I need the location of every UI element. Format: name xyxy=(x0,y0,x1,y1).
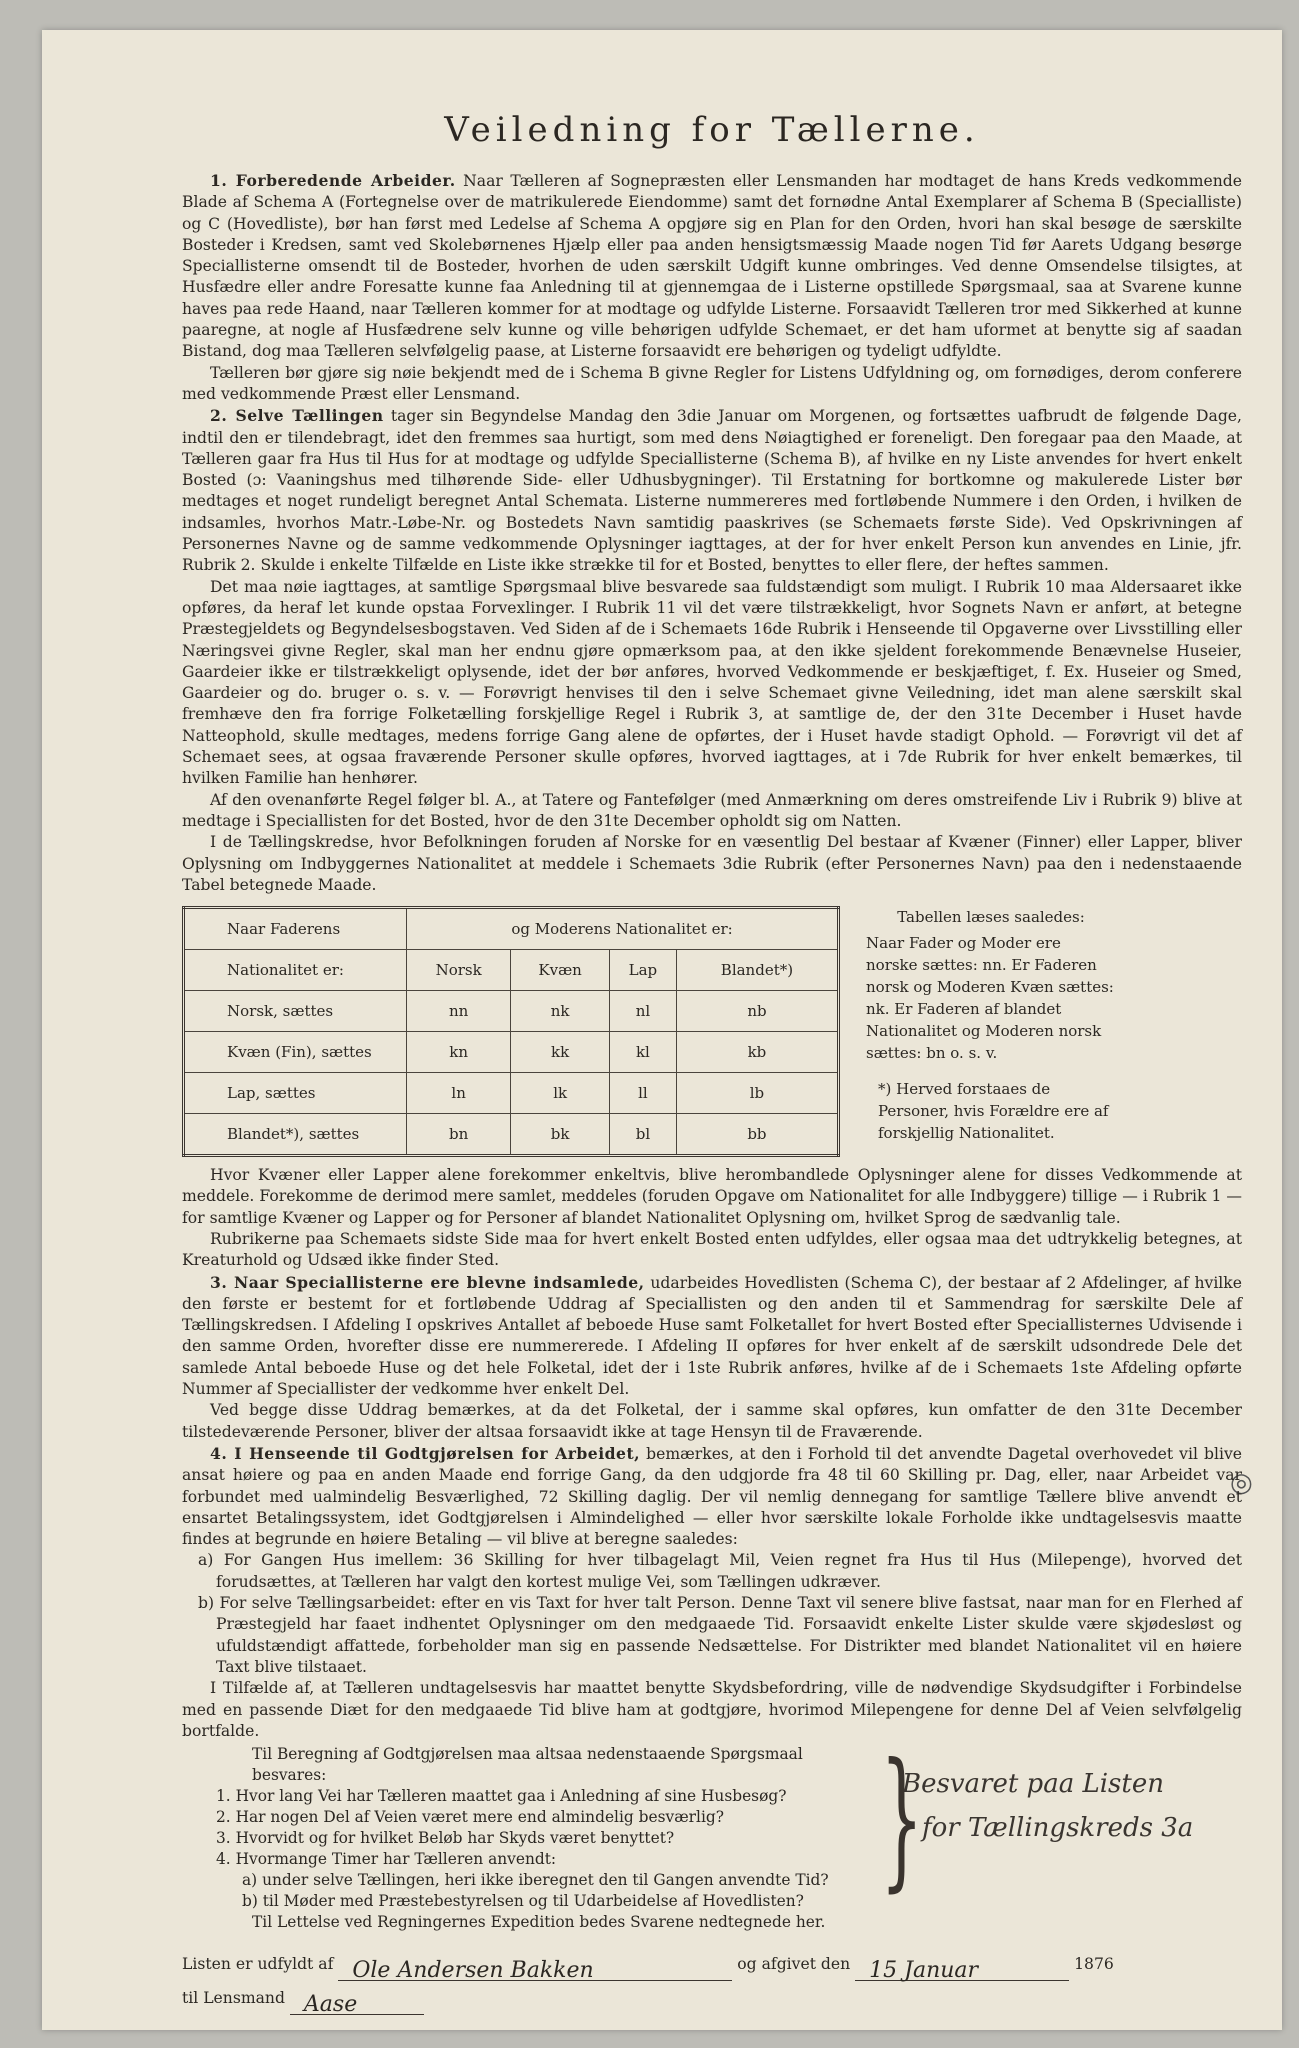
section-2-heading: 2. Selve Tællingen xyxy=(210,406,384,426)
question-item: 3. Hvorvidt og for hvilket Beløb har Skyds været benyttet? xyxy=(216,1829,675,1848)
table-cell: bb xyxy=(676,1114,838,1156)
section-2-intro: 2. Selve Tællingen tager sin Begyndelse Mandag den 3die Januar om Morgenen, og fortsættes uafbrudt de følgende Dage, indtil den er tilendebragt, idet den fremmes saa hurtigt, som med dens Nøiagtighed er foreneligt. Den foregaar paa den Maade, at Tælleren gaar fra Hus til Hus for at modtage og udfylde Speciallisterne (Schema B), af hvilke en ny Liste anvendes for hvert enkelt Bosted (ɔ: Vaaningshus med tilhørende Side- eller Udhusbygninger). Til Erstatning for bortkomne og makulerede Lister bør medtages et noget rundeligt beregnet Antal Schemata. Listerne nummereres med fortløbende Nummere i den Orden, i hvilken de indsamles, hvorhos Matr.-Løbe-Nr. og Bostedets Navn samtidig paaskrives (se Schemaets første Side). Ved Opskrivningen af Personernes Navne og de samme vedkommende Oplysninger iagttages, at der for hver enkelt Person kun anvendes en Linie, jfr. Rubrik 2. Skulde i enkelte Tilfælde en Liste ikke strække til for et Bosted, benyttes to eller flere, der heftes sammen. xyxy=(182,406,1242,575)
signature-footer xyxy=(182,1947,1242,2018)
document-page xyxy=(42,30,1282,2030)
lensmand-name: Aase xyxy=(290,1988,424,2015)
row-label: Blandet*), sættes xyxy=(184,1114,407,1156)
column-header: Kvæn xyxy=(511,950,610,991)
footer-label-lensmand: til Lensmand xyxy=(182,1989,285,2008)
footer-line-1 xyxy=(182,1947,1242,1984)
footer-label-filled-by: Listen er udfyldt af xyxy=(182,1955,334,1974)
section-4-item-b: b) For selve Tællingsarbeidet: efter en vis Taxt for hver talt Person. Denne Taxt vil senere blive fastsat, naar man for en Flerhed af Præstegjeld har faaet indhentet Oplysninger om den medgaaede Tid. Forsaavidt enkelte Lister skulde være skjødesløst og ufuldstændigt affattede, forbeholder man sig en passende Nedsættelse. For Distrikter med blandet Nationalitet vil en høiere Taxt blive tilstaaet. xyxy=(198,1594,1242,1676)
table-cell: lk xyxy=(511,1073,610,1114)
row-label: Norsk, sættes xyxy=(184,991,407,1032)
section-4-intro: 4. I Henseende til Godtgjørelsen for Arbeidet, bemærkes, at den i Forhold til det anvendte Dagetal overhovedet vil blive ansat høiere og paa en anden Maade end forrige Gang, da den udgjorde fra 48 til 60 Skilling pr. Dag, eller, naar Arbeidet var forbundet med ualmindelig Besværlighed, 72 Skilling daglig. Der vil nemlig dennegang for samtlige Tællere blive anvendt et ensartet Betalingssystem, idet Godtgjørelsen i Almindelighed — eller hvor særskilte lokale Forholde ikke undtagelsesvis maatte findes at begrunde en høiere Betaling — vil blive at beregne saaledes: xyxy=(182,1443,1242,1549)
section-1-heading: 1. Forberedende Arbeider. xyxy=(210,171,456,190)
nationality-table-block xyxy=(182,906,1242,1157)
section-2-paragraph-4: I de Tællingskredse, hvor Befolkningen foruden af Norske for en væsentlig Del bestaar af Kvæner (Finner) eller Lapper, bliver Oplysning om Indbyggernes Nationalitet at meddele i Schemaets 3die Rubrik (efter Personernes Navn) paa den i nedenstaaende Tabel betegnede Maade. xyxy=(182,833,1242,894)
table-explanation xyxy=(866,906,1116,1144)
instructions-sheet xyxy=(182,110,1242,2018)
footer-year: 1876 xyxy=(1074,1955,1114,1974)
table-cell: kn xyxy=(407,1032,511,1073)
filled-by-name: Ole Andersen Bakken xyxy=(338,1954,732,1981)
questions-outro: Til Lettelse ved Regningernes Expedition bedes Svarene nedtegnede her. xyxy=(252,1913,826,1932)
explanation-title: Tabellen læses saaledes: xyxy=(897,908,1085,927)
handwritten-answer xyxy=(902,1744,1193,1933)
section-4-item-a: a) For Gangen Hus imellem: 36 Skilling for hver tilbagelagt Mil, Veien regnet fra Hus til Hus (Milepenge), hvorved det forudsættes, at Tælleren har valgt den kortest mulige Vei, som Tællingen udkræver. xyxy=(198,1551,1242,1591)
explanation-body: Naar Fader og Moder ere norske sættes: nn. Er Faderen norsk og Moderen Kvæn sættes: nk. Er Faderen af blandet Nationalitet og Moderen norsk sættes: bn o. s. v. xyxy=(866,934,1114,1063)
question-item: 2. Har nogen Del af Veien været mere end almindelig besværlig? xyxy=(216,1808,724,1827)
section-2-paragraph-5: Hvor Kvæner eller Lapper alene forekommer enkeltvis, blive herombandlede Oplysninger alene for disses Vedkommende at meddele. Forekomme de derimod mere samlet, meddeles (foruden Opgave om Nationalitet for alle Indbyggere) tillige — i Rubrik 1 — for samtlige Kvæner og Lapper og for Personer af blandet Nationalitet Oplysning om, hvilket Sprog de sædvanlig tale. xyxy=(182,1166,1242,1227)
table-cell: nb xyxy=(676,991,838,1032)
section-2-paragraph-6: Rubrikerne paa Schemaets sidste Side maa for hvert enkelt Bosted enten udfyldes, eller ogsaa maa det udtrykkelig betegnes, at Kreaturhold og Udsæd ikke finder Sted. xyxy=(182,1229,1242,1270)
table-cell: nk xyxy=(511,991,610,1032)
question-subitem: a) under selve Tællingen, heri ikke iberegnet den til Gangen anvendte Tid? xyxy=(242,1871,829,1890)
table-cell: bn xyxy=(407,1114,511,1156)
question-list xyxy=(182,1744,872,1933)
section-3-paragraph-2: Ved begge disse Uddrag bemærkes, at da det Folketal, der i samme skal opføres, kun omfatter de den 31te December tilstedeværende Personer, bliver der altsaa forsaavidt ikke at tage Hensyn til de Fraværende. xyxy=(182,1401,1242,1441)
column-header: Lap xyxy=(609,950,676,991)
table-cell: kl xyxy=(609,1032,676,1073)
questions-block xyxy=(182,1732,1242,1933)
table-cell: nn xyxy=(407,991,511,1032)
delivered-date: 15 Januar xyxy=(855,1954,1069,1981)
table-header-nationality: Nationalitet er: xyxy=(184,950,407,991)
column-header: Blandet*) xyxy=(676,950,838,991)
page-title: Veiledning for Tællerne. xyxy=(444,110,980,150)
table-cell: nl xyxy=(609,991,676,1032)
section-2-paragraph-2: Det maa nøie iagttages, at samtlige Spørgsmaal blive besvarede saa fuldstændigt som muligt. I Rubrik 10 maa Aldersaaret ikke opføres, da heraf let kunde opstaa Forvexlinger. I Rubrik 11 vil det være tilstrækkeligt, hvor Sognets Navn er anført, at betegne Præstegjeldets og Begyndelsesbogstaven. Ved Siden af de i Schemaets 16de Rubrik i Henseende til Opgaverne over Livsstilling eller Næringsvei givne Regler, skal man her endnu gjøre opmærksom paa, at den ikke sjeldent forekommende Benævnelse Huseier, Gaardeier ikke er tilstrækkeligt oplysende, idet der bør anføres, hvorved Vedkommende er beskjæftiget, f. Ex. Huseier og Smed, Gaardeier og do. bruger o. s. v. — Forøvrigt henvises til den i selve Schemaet givne Veiledning, idet man alene særskilt skal fremhæve den fra forrige Folketælling forskjellige Regel i Rubrik 3, at samtlige de, der den 31te December i Huset havde Natteophold, skulle medtages, medens forrige Gang alene de opførtes, der i Huset havde stadigt Ophold. — Forøvrigt vil det af Schemaet sees, at ogsaa fraværende Personer skulle opføres, hvorved iagttages, at i 7de Rubrik for hver enkelt bemærkes, til hvilken Familie han henhører. xyxy=(182,577,1242,788)
footer-label-delivered: og afgivet den xyxy=(737,1955,851,1974)
table-cell: kb xyxy=(676,1032,838,1073)
table-row xyxy=(184,991,839,1032)
footer-line-2 xyxy=(182,1981,1242,2018)
row-label: Lap, sættes xyxy=(184,1073,407,1114)
brace-mark: } xyxy=(880,1732,924,1907)
stamp-mark: ◎ xyxy=(1230,1468,1253,1498)
table-cell: bl xyxy=(609,1114,676,1156)
section-1-intro: 1. Forberedende Arbeider. Naar Tælleren af Sognepræsten eller Lensmanden har modtaget de hans Kreds vedkommende Blade af Schema A (Fortegnelse over de matrikulerede Eiendomme) samt det fornødne Antal Exemplarer af Schema B (Specialliste) og C (Hovedliste), bør han først med Ledelse af Schema A opgjøre sig en Plan for den Orden, hvori han skal besøge de særskilte Bosteder i Kredsen, samt ved Skolebørnenes Hjælp eller paa anden hensigtsmæssig Maade nogen Tid før Aarets Udgang besørge Speciallisterne omsendt til de Bosteder, hvorhen de uden særskilt Udgift kunne ombringes. Ved denne Omsendelse tilsigtes, at Husfædre eller andre Foresatte kunne faa Anledning til at gjennemgaa de i Listerne opstillede Spørgsmaal, saa at Svarene kunne haves paa rede Haand, naar Tælleren kommer for at modtage og udfylde Listerne. Forsaavidt Tælleren tror med Sikkerhed at kunne paaregne, at nogle af Husfædrene selv kunne og ville behørigen udfylde Schemaet, er det ham uformet at benytte sig af saadan Bistand, dog maa Tælleren selvfølgelig paase, at Listerne forsaavidt ere behørigen og tydeligt udfyldte. xyxy=(182,171,1242,361)
table-cell: bk xyxy=(511,1114,610,1156)
table-header-father: Naar Faderens xyxy=(184,908,407,950)
table-header-mother: og Moderens Nationalitet er: xyxy=(407,908,839,950)
questions-intro: Til Beregning af Godtgjørelsen maa altsaa nedenstaaende Spørgsmaal besvares: xyxy=(252,1745,803,1785)
section-1-paragraph-2: Tælleren bør gjøre sig nøie bekjendt med de i Schema B givne Regler for Listens Udfyldning og, om fornødiges, derom conferere med vedkommende Præst eller Lensmand. xyxy=(182,363,1242,403)
answer-line: Besvaret paa Listen xyxy=(902,1769,1164,1800)
section-3-intro: 3. Naar Speciallisterne ere blevne indsamlede, udarbeides Hovedlisten (Schema C), der bestaar af 2 Afdelinger, af hvilke den første er bestemt for et fortløbende Uddrag af Speciallisten og den anden til et Sammendrag for særskilte Dele af Tællingskredsen. I Afdeling I opskrives Antallet af beboede Huse samt Folketallet for hvert Bosted efter Speciallisternes Udvisende i den samme Orden, hvorefter disse ere nummererede. I Afdeling II opføres for hver enkelt af de særskilt udsondrede Dele det samlede Antal beboede Huse og det hele Folketal, idet der i 1ste Rubrik anføres, hvilke af de i Schemaets 1ste Afdeling opførte Nummer af Speciallister der vedkomme hver enkelt Del. xyxy=(182,1272,1242,1399)
table-cell: ll xyxy=(609,1073,676,1114)
section-4-paragraph-2: I Tilfælde af, at Tælleren undtagelsesvis har maattet benytte Skydsbefordring, ville de nødvendige Skydsudgifter i Forbindelse med en passende Diæt for den medgaaede Tid blive ham at godtgjøre, hvorimod Milepengene for denne Del af Veien selvfølgelig bortfalde. xyxy=(182,1679,1242,1740)
section-4-heading: 4. I Henseende til Godtgjørelsen for Arbeidet, xyxy=(210,1443,641,1463)
row-label: Kvæn (Fin), sættes xyxy=(184,1032,407,1073)
table-cell: lb xyxy=(676,1073,838,1114)
table-row xyxy=(184,1073,839,1114)
column-header: Norsk xyxy=(407,950,511,991)
table-cell: kk xyxy=(511,1032,610,1073)
answer-line: for Tællingskreds 3a xyxy=(922,1813,1194,1844)
table-row xyxy=(184,1114,839,1156)
nationality-table xyxy=(182,906,840,1157)
table-cell: ln xyxy=(407,1073,511,1114)
question-item: 1. Hvor lang Vei har Tælleren maattet gaa i Anledning af sine Husbesøg? xyxy=(216,1787,787,1806)
question-subitem: b) til Møder med Præstebestyrelsen og til Udarbeidelse af Hovedlisten? xyxy=(242,1892,804,1911)
table-row xyxy=(184,1032,839,1073)
question-item: 4. Hvormange Timer har Tælleren anvendt: xyxy=(216,1850,557,1869)
section-2-paragraph-3: Af den ovenanførte Regel følger bl. A., at Tatere og Fantefølger (med Anmærkning om deres omstreifende Liv i Rubrik 9) blive at medtage i Speciallisten for det Bosted, hvor de den 31te December opholdt sig om Natten. xyxy=(182,790,1242,830)
section-3-heading: 3. Naar Speciallisterne ere blevne indsamlede, xyxy=(210,1272,645,1292)
explanation-footnote: *) Herved forstaaes de Personer, hvis Forældre ere af forskjellig Nationalitet. xyxy=(878,1080,1109,1143)
